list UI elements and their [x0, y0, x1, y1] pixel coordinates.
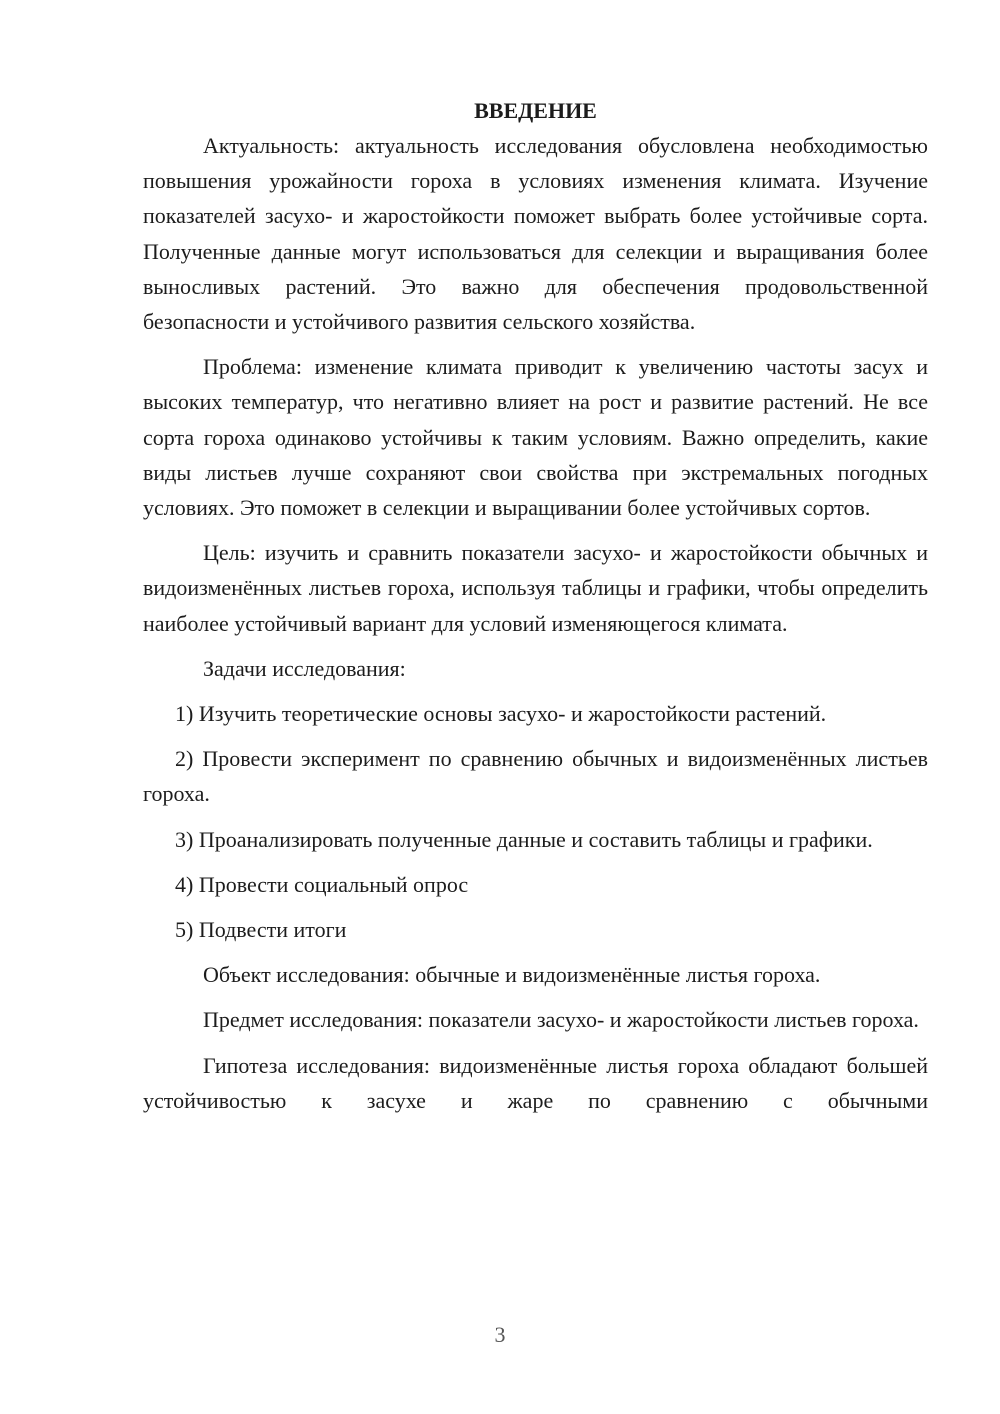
paragraph-hypothesis: Гипотеза исследования: видоизменённые листья гороха обладают большей устойчивостью к засухе и жаре по сравнению с обычными	[143, 1052, 928, 1113]
paragraph-goal: Цель: изучить и сравнить показатели засухо- и жаростойкости обычных и видоизменённых листьев гороха, используя таблицы и графики, чтобы определить наиболее устойчивый вариант для условий изменяющегося климата.	[143, 540, 928, 636]
paragraph-subject: Предмет исследования: показатели засухо- и жаростойкости листьев гороха.	[203, 1007, 919, 1033]
paragraph-object: Объект исследования: обычные и видоизменённые листья гороха.	[203, 962, 821, 988]
task-item-2: 2) Провести эксперимент по сравнению обычных и видоизменённых листьев гороха.	[143, 746, 928, 807]
page-number: 3	[494, 1322, 506, 1347]
tasks-heading: Задачи исследования:	[203, 655, 406, 681]
paragraph-problem: Проблема: изменение климата приводит к увеличению частоты засух и высоких температур, что негативно влияет на рост и развитие растений. Не все сорта гороха одинаково устойчивы к таким условиям. Важно определить, какие виды листьев лучше сохраняют свои свойства при экстремальных погодных условиях. Это поможет в селекции и выращивании более устойчивых сортов.	[143, 354, 928, 521]
task-item-1: 1) Изучить теоретические основы засухо- и жаростойкости растений.	[175, 701, 827, 727]
task-item-3: 3) Проанализировать полученные данные и составить таблицы и графики.	[175, 826, 873, 852]
paragraph-actuality: Актуальность: актуальность исследования обусловлена необходимостью повышения урожайности гороха в условиях изменения климата. Изучение показателей засухо- и жаростойкости поможет выбрать более устойчивые сорта. Полученные данные могут использоваться для селекции и выращивания более выносливых растений. Это важно для обеспечения продовольственной безопасности и устойчивого развития сельского хозяйства.	[143, 133, 928, 335]
task-item-5: 5) Подвести итоги	[175, 917, 347, 943]
section-title: ВВЕДЕНИЕ	[474, 98, 597, 123]
document-page	[143, 93, 928, 1128]
task-item-4: 4) Провести социальный опрос	[175, 871, 469, 897]
